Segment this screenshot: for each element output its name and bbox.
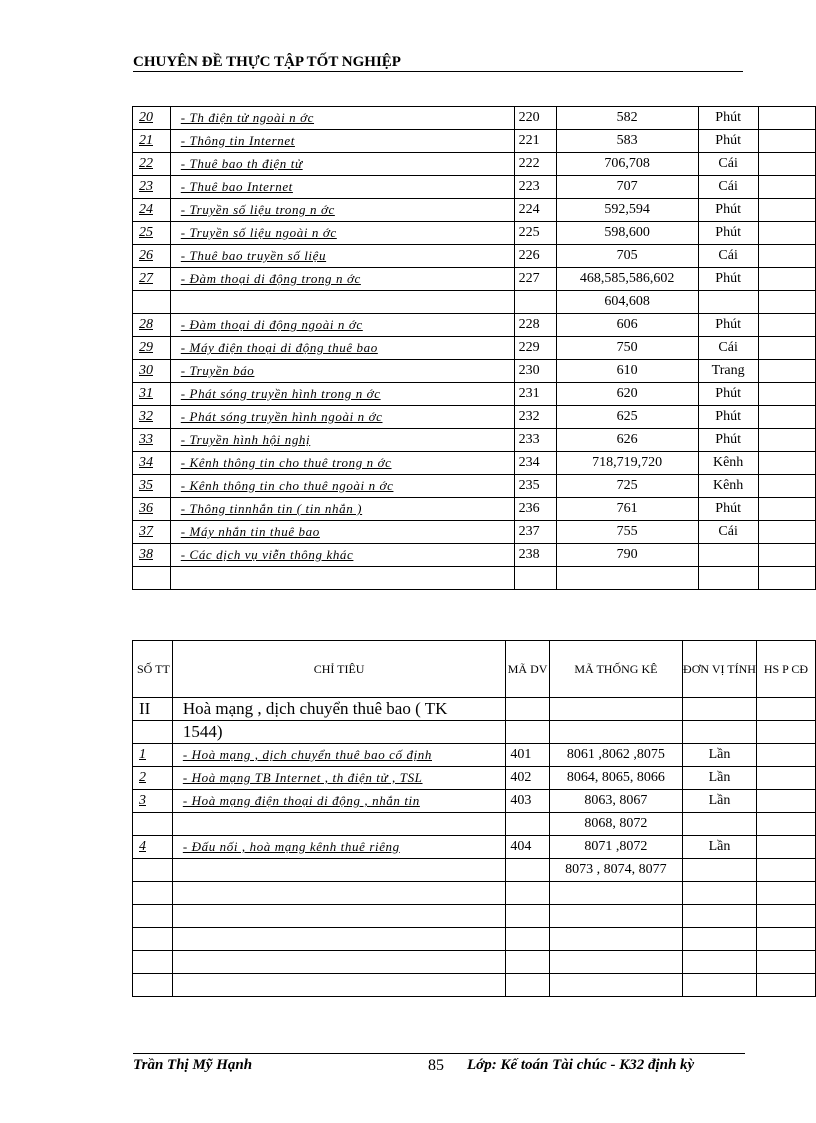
row-unit: Lần xyxy=(683,767,757,790)
row-number: 1 xyxy=(133,744,173,767)
row-coef xyxy=(758,153,815,176)
row-stat-code: 706,708 xyxy=(556,153,698,176)
row-number: 27 xyxy=(133,268,171,291)
row-unit: Lần xyxy=(683,744,757,767)
row-stat-code: 8073 , 8074, 8077 xyxy=(549,859,682,882)
row-stat-code: 750 xyxy=(556,337,698,360)
table-row xyxy=(133,406,816,429)
footer-author: Trần Thị Mỹ Hạnh xyxy=(133,1057,253,1073)
row-coef xyxy=(758,498,815,521)
row-stat-code: 718,719,720 xyxy=(556,452,698,475)
table-row xyxy=(133,475,816,498)
row-number xyxy=(133,291,171,314)
row-coef xyxy=(758,314,815,337)
row-coef xyxy=(756,790,815,813)
row-number xyxy=(133,567,171,590)
row-indicator xyxy=(172,974,506,997)
section-row xyxy=(133,698,816,721)
row-stat-code: 626 xyxy=(556,429,698,452)
row-indicator: - Thông tin Internet xyxy=(170,130,514,153)
row-coef xyxy=(756,928,815,951)
row-indicator xyxy=(172,882,506,905)
row-number xyxy=(133,882,173,905)
row-coef xyxy=(756,905,815,928)
row-unit-code: 238 xyxy=(514,544,556,567)
row-coef xyxy=(758,383,815,406)
row-stat-code: 582 xyxy=(556,107,698,130)
row-unit-code: 229 xyxy=(514,337,556,360)
table-services-1 xyxy=(132,106,816,590)
table-row xyxy=(133,767,816,790)
row-coef xyxy=(756,836,815,859)
section-name-cont: 1544) xyxy=(172,721,506,744)
table-row xyxy=(133,107,816,130)
row-coef xyxy=(758,199,815,222)
row-unit xyxy=(698,544,758,567)
row-stat-code xyxy=(549,905,682,928)
row-unit-code: 235 xyxy=(514,475,556,498)
row-number: 37 xyxy=(133,521,171,544)
row-unit: Trang xyxy=(698,360,758,383)
row-coef xyxy=(758,452,815,475)
row-unit-code: 402 xyxy=(506,767,549,790)
row-number: 26 xyxy=(133,245,171,268)
row-unit: Phút xyxy=(698,498,758,521)
row-indicator: - Hoà mạng , dịch chuyển thuê bao cố định xyxy=(172,744,506,767)
table-row xyxy=(133,928,816,951)
row-number: 33 xyxy=(133,429,171,452)
row-indicator: - Truyền hình hội nghị xyxy=(170,429,514,452)
row-indicator xyxy=(172,813,506,836)
row-unit: Kênh xyxy=(698,452,758,475)
row-unit-code: 234 xyxy=(514,452,556,475)
header-name: CHỈ TIÊU xyxy=(172,641,506,698)
row-coef xyxy=(758,107,815,130)
row-number: 36 xyxy=(133,498,171,521)
row-coef xyxy=(756,882,815,905)
table-row xyxy=(133,974,816,997)
table-row xyxy=(133,859,816,882)
row-indicator: - Thuê bao truyền số liệu xyxy=(170,245,514,268)
row-unit: Lần xyxy=(683,790,757,813)
table-row xyxy=(133,836,816,859)
row-number: 34 xyxy=(133,452,171,475)
row-unit-code: 237 xyxy=(514,521,556,544)
row-number: 29 xyxy=(133,337,171,360)
row-stat-code xyxy=(549,951,682,974)
header-dv: MÃ DV xyxy=(506,641,549,698)
row-number xyxy=(133,928,173,951)
row-stat-code xyxy=(549,974,682,997)
row-stat-code: 725 xyxy=(556,475,698,498)
row-indicator: - Truyền báo xyxy=(170,360,514,383)
row-unit-code xyxy=(506,813,549,836)
row-indicator: - Truyền số liệu ngoài n ớc xyxy=(170,222,514,245)
row-unit-code: 236 xyxy=(514,498,556,521)
row-stat-code: 598,600 xyxy=(556,222,698,245)
row-unit: Cái xyxy=(698,337,758,360)
table-row xyxy=(133,199,816,222)
row-indicator xyxy=(172,928,506,951)
row-coef xyxy=(758,176,815,199)
row-unit-code: 221 xyxy=(514,130,556,153)
row-unit: Cái xyxy=(698,521,758,544)
row-number xyxy=(133,974,173,997)
row-number: 24 xyxy=(133,199,171,222)
table-row xyxy=(133,130,816,153)
table-row xyxy=(133,951,816,974)
table-row xyxy=(133,291,816,314)
row-number: 25 xyxy=(133,222,171,245)
row-unit xyxy=(683,974,757,997)
section-row-cont xyxy=(133,721,816,744)
row-indicator: - Đàm thoại di động trong n ớc xyxy=(170,268,514,291)
row-coef xyxy=(756,859,815,882)
row-unit: Kênh xyxy=(698,475,758,498)
row-unit-code xyxy=(514,567,556,590)
row-stat-code: 468,585,586,602 xyxy=(556,268,698,291)
row-unit-code: 233 xyxy=(514,429,556,452)
row-stat-code: 8068, 8072 xyxy=(549,813,682,836)
row-unit xyxy=(683,951,757,974)
row-indicator: - Th điện tử ngoài n ớc xyxy=(170,107,514,130)
row-number xyxy=(133,905,173,928)
table-header-row xyxy=(133,641,816,698)
row-coef xyxy=(758,268,815,291)
row-unit: Phút xyxy=(698,429,758,452)
header-no: SỐ TT xyxy=(133,641,173,698)
table-row xyxy=(133,337,816,360)
row-indicator: - Phát sóng truyền hình trong n ớc xyxy=(170,383,514,406)
row-unit: Phút xyxy=(698,268,758,291)
row-coef xyxy=(756,744,815,767)
row-unit-code: 220 xyxy=(514,107,556,130)
table-row xyxy=(133,268,816,291)
row-unit-code xyxy=(506,928,549,951)
row-indicator: - Phát sóng truyền hình ngoài n ớc xyxy=(170,406,514,429)
table-row xyxy=(133,429,816,452)
row-unit xyxy=(683,859,757,882)
row-indicator: - Máy điện thoại di động thuê bao xyxy=(170,337,514,360)
row-unit: Phút xyxy=(698,130,758,153)
header-hs: HS P CĐ xyxy=(756,641,815,698)
row-unit-code xyxy=(506,859,549,882)
row-unit-code: 232 xyxy=(514,406,556,429)
table-row xyxy=(133,744,816,767)
row-unit xyxy=(698,567,758,590)
footer-page-number: 85 xyxy=(428,1057,444,1074)
row-unit: Cái xyxy=(698,245,758,268)
table-row xyxy=(133,790,816,813)
row-unit: Phút xyxy=(698,199,758,222)
row-stat-code: 761 xyxy=(556,498,698,521)
row-unit-code xyxy=(506,951,549,974)
row-coef xyxy=(756,767,815,790)
row-stat-code: 604,608 xyxy=(556,291,698,314)
row-number: 28 xyxy=(133,314,171,337)
row-unit-code: 226 xyxy=(514,245,556,268)
table-row xyxy=(133,521,816,544)
row-indicator: - Thuê bao th điện tử xyxy=(170,153,514,176)
section-no: II xyxy=(133,698,173,721)
row-number: 4 xyxy=(133,836,173,859)
table-row xyxy=(133,452,816,475)
row-unit-code: 224 xyxy=(514,199,556,222)
row-indicator: - Hoà mạng điện thoại di động , nhắn tin xyxy=(172,790,506,813)
row-coef xyxy=(758,429,815,452)
row-unit xyxy=(683,905,757,928)
row-coef xyxy=(758,475,815,498)
row-stat-code: 606 xyxy=(556,314,698,337)
row-coef xyxy=(758,360,815,383)
row-coef xyxy=(756,813,815,836)
row-indicator xyxy=(172,859,506,882)
row-unit-code: 401 xyxy=(506,744,549,767)
row-stat-code: 583 xyxy=(556,130,698,153)
row-coef xyxy=(756,951,815,974)
table-row xyxy=(133,176,816,199)
table-row xyxy=(133,882,816,905)
footer-class: Lớp: Kế toán Tài chúc - K32 định kỳ xyxy=(467,1057,695,1073)
row-unit-code: 404 xyxy=(506,836,549,859)
row-unit xyxy=(698,291,758,314)
row-indicator: - Kênh thông tin cho thuê ngoài n ớc xyxy=(170,475,514,498)
row-unit-code: 223 xyxy=(514,176,556,199)
row-unit-code: 227 xyxy=(514,268,556,291)
row-unit-code: 230 xyxy=(514,360,556,383)
row-indicator: - Kênh thông tin cho thuê trong n ớc xyxy=(170,452,514,475)
row-unit-code xyxy=(506,905,549,928)
row-stat-code: 705 xyxy=(556,245,698,268)
row-unit: Phút xyxy=(698,222,758,245)
row-unit-code xyxy=(506,974,549,997)
row-stat-code: 610 xyxy=(556,360,698,383)
table-row xyxy=(133,813,816,836)
row-indicator xyxy=(172,951,506,974)
row-number: 22 xyxy=(133,153,171,176)
row-unit xyxy=(683,813,757,836)
row-indicator: - Truyền số liệu trong n ớc xyxy=(170,199,514,222)
row-unit: Phút xyxy=(698,383,758,406)
row-stat-code xyxy=(549,882,682,905)
row-unit-code: 231 xyxy=(514,383,556,406)
row-stat-code: 790 xyxy=(556,544,698,567)
page-title: CHUYÊN ĐỀ THỰC TẬP TỐT NGHIỆP xyxy=(133,53,743,72)
row-coef xyxy=(758,130,815,153)
table-row xyxy=(133,383,816,406)
table-row xyxy=(133,222,816,245)
row-stat-code: 8071 ,8072 xyxy=(549,836,682,859)
row-number: 35 xyxy=(133,475,171,498)
row-number: 38 xyxy=(133,544,171,567)
row-coef xyxy=(758,245,815,268)
row-stat-code: 8064, 8065, 8066 xyxy=(549,767,682,790)
table-row xyxy=(133,905,816,928)
row-number: 3 xyxy=(133,790,173,813)
header-unit: ĐƠN VỊ TÍNH xyxy=(683,641,757,698)
table-row xyxy=(133,544,816,567)
row-number: 20 xyxy=(133,107,171,130)
row-unit xyxy=(683,882,757,905)
row-number: 23 xyxy=(133,176,171,199)
table-row xyxy=(133,314,816,337)
row-indicator: - Đấu nối , hoà mạng kênh thuê riêng xyxy=(172,836,506,859)
row-unit: Phút xyxy=(698,406,758,429)
row-coef xyxy=(758,337,815,360)
row-stat-code: 620 xyxy=(556,383,698,406)
row-indicator xyxy=(170,567,514,590)
row-unit: Cái xyxy=(698,153,758,176)
table-row xyxy=(133,245,816,268)
row-indicator: - Đàm thoại di động ngoài n ớc xyxy=(170,314,514,337)
row-stat-code: 8061 ,8062 ,8075 xyxy=(549,744,682,767)
row-unit-code xyxy=(514,291,556,314)
row-number: 32 xyxy=(133,406,171,429)
table-row xyxy=(133,567,816,590)
row-number: 2 xyxy=(133,767,173,790)
row-number: 30 xyxy=(133,360,171,383)
row-stat-code: 707 xyxy=(556,176,698,199)
row-stat-code xyxy=(549,928,682,951)
row-indicator: - Thông tinnhắn tin ( tin nhắn ) xyxy=(170,498,514,521)
row-indicator xyxy=(172,905,506,928)
row-coef xyxy=(758,521,815,544)
row-indicator: - Hoà mạng TB Internet , th điện tử , TSL xyxy=(172,767,506,790)
row-number: 31 xyxy=(133,383,171,406)
section-name: Hoà mạng , dịch chuyển thuê bao ( TK xyxy=(172,698,506,721)
row-indicator: - Các dịch vụ viễn thông khác xyxy=(170,544,514,567)
row-coef xyxy=(758,567,815,590)
row-stat-code: 8063, 8067 xyxy=(549,790,682,813)
row-unit: Lần xyxy=(683,836,757,859)
row-unit xyxy=(683,928,757,951)
row-stat-code: 755 xyxy=(556,521,698,544)
row-coef xyxy=(758,222,815,245)
row-unit-code xyxy=(506,882,549,905)
row-number xyxy=(133,813,173,836)
header-tk: MÃ THỐNG KÊ xyxy=(549,641,682,698)
row-unit-code: 225 xyxy=(514,222,556,245)
row-coef xyxy=(758,291,815,314)
row-stat-code xyxy=(556,567,698,590)
row-unit: Phút xyxy=(698,107,758,130)
row-coef xyxy=(758,544,815,567)
row-unit-code: 228 xyxy=(514,314,556,337)
row-coef xyxy=(758,406,815,429)
row-coef xyxy=(756,974,815,997)
row-indicator: - Thuê bao Internet xyxy=(170,176,514,199)
row-unit: Cái xyxy=(698,176,758,199)
row-stat-code: 592,594 xyxy=(556,199,698,222)
row-number xyxy=(133,859,173,882)
row-unit: Phút xyxy=(698,314,758,337)
row-unit-code: 222 xyxy=(514,153,556,176)
table-row xyxy=(133,153,816,176)
row-stat-code: 625 xyxy=(556,406,698,429)
row-indicator: - Máy nhắn tin thuê bao xyxy=(170,521,514,544)
row-indicator xyxy=(170,291,514,314)
table-row xyxy=(133,498,816,521)
table-services-2 xyxy=(132,640,816,997)
row-number: 21 xyxy=(133,130,171,153)
table-row xyxy=(133,360,816,383)
footer-divider xyxy=(133,1053,745,1054)
row-unit-code: 403 xyxy=(506,790,549,813)
row-number xyxy=(133,951,173,974)
